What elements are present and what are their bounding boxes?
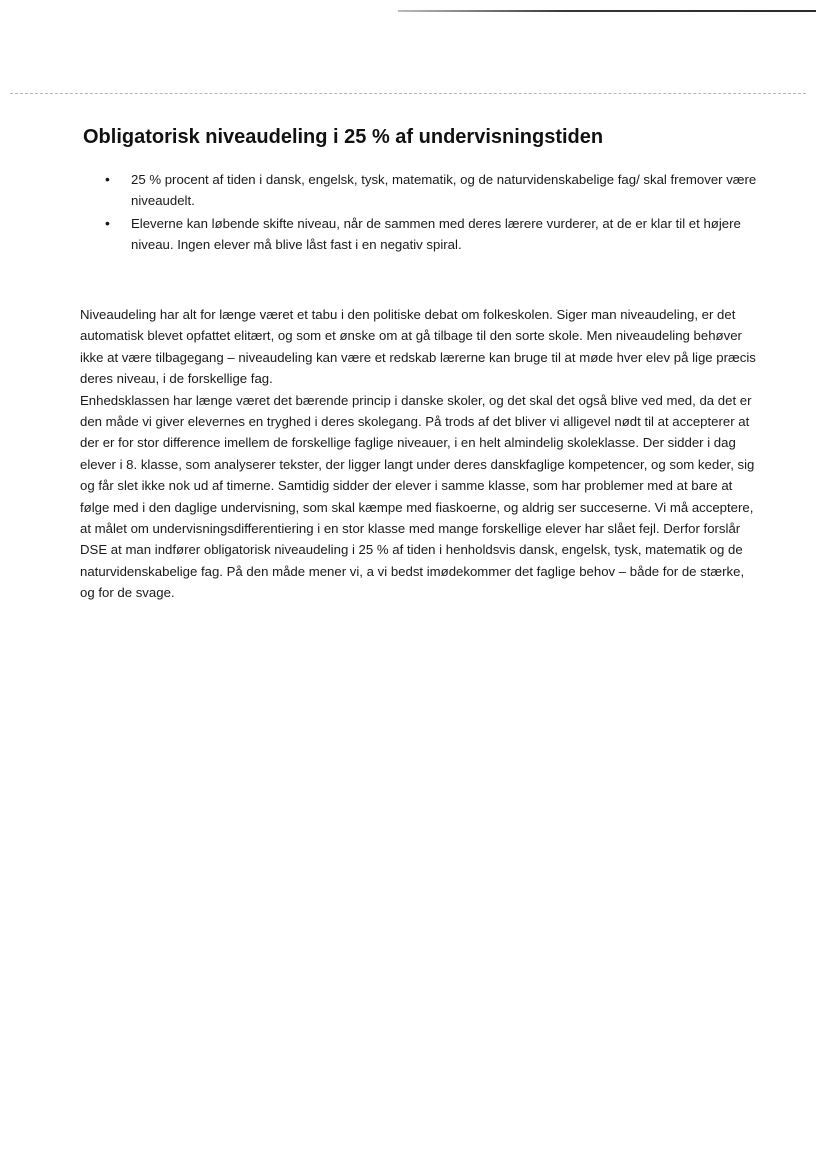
bullet-item xyxy=(83,213,763,255)
bullet-item xyxy=(83,169,763,211)
body-text xyxy=(80,304,756,604)
bullet-dot-icon: • xyxy=(105,215,110,231)
bullet-text: Eleverne kan løbende skifte niveau, når de sammen med deres lærere vurderer, at de er klar til et højere niveau. Ingen elever må blive låst fast i en negativ spiral. xyxy=(131,216,741,252)
bullet-text: 25 % procent af tiden i dansk, engelsk, tysk, matematik, og de naturvidenskabelige fag/ skal fremover være niveaudelt. xyxy=(131,172,757,208)
scan-artifact-line-dotted xyxy=(10,93,806,94)
scan-artifact-line-top xyxy=(398,10,816,12)
bullet-list xyxy=(83,169,763,257)
bullet-dot-icon: • xyxy=(105,171,110,187)
paragraph: Niveaudeling har alt for længe været et tabu i den politiske debat om folkeskolen. Siger man niveaudeling, er det automatisk blevet opfattet elitært, og som et ønske om at gå tilbage til den sorte skole. Men niveaudeling behøver ikke at være tilbagegang – niveaudeling kan være et redskab lærerne kan bruge til at møde hver elev på lige præcis deres niveau, i de forskellige fag. xyxy=(80,307,756,387)
document-title: Obligatorisk niveaudeling i 25 % af undervisningstiden xyxy=(83,126,604,148)
paragraph: Enhedsklassen har længe været det bærende princip i danske skoler, og det skal det også blive ved med, da det er den måde vi giver elevernes en tryghed i deres skolegang. På trods af det bliver vi alligevel nødt til at accepterer at der er for stor difference imellem de forskellige faglige niveauer, i en helt almindelig skoleklasse. Der sidder i dag elever i 8. klasse, som analyserer tekster, der ligger langt under deres danskfaglige kompetencer, og som keder, sig og får slet ikke nok ud af timerne. Samtidig sidder der elever i samme klasse, som har problemer med at bare at følge med i den daglige undervisning, som skal kæmpe med fiaskoerne, og aldrig ser succeserne. Vi må acceptere, at målet om undervisningsdifferentiering i en stor klasse med mange forskellige elever har slået fejl. Derfor forslår DSE at man indfører obligatorisk niveaudeling i 25 % af tiden i henholdsvis dansk, engelsk, tysk, matematik og de naturvidenskabelige fag. På den måde mener vi, a vi bedst imødekommer det faglige behov – både for de stærke, og for de svage. xyxy=(80,392,755,601)
